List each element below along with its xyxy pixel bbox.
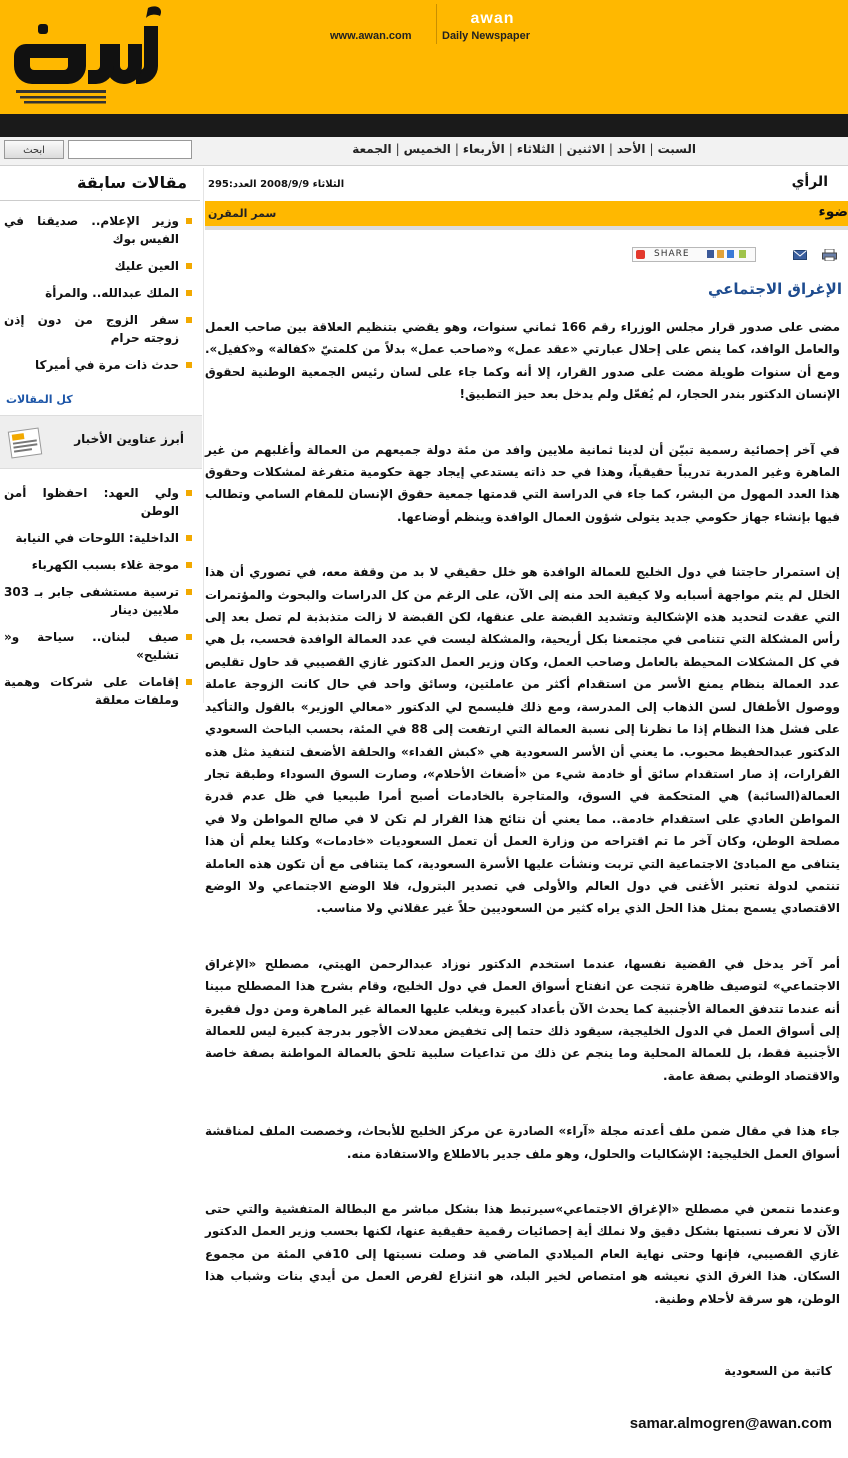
- digg-icon: [739, 250, 746, 258]
- previous-article-link[interactable]: [0, 311, 196, 347]
- day-navigation-bar: [0, 137, 848, 166]
- share-button[interactable]: [632, 247, 756, 262]
- bullet-icon: [186, 290, 192, 296]
- article-paragraph: إن استمرار حاجتنا في دول الخليج للعمالة الوافدة هو خلل حقيقي لا بد من وقفة معه، في تصوري أن هذا الخلل لم يتم مواجهة أسبابه ولا كيفية الحد منه إلى الآن، على الرغم من كل الدراسات والبحوث والمؤتمرات التي عقدت لتحديد هذه الإشكالية وتشديد القبضة على عنقها، لكن القبضة لا زالت متذبذبة لم تصل بعد إلى رأس المشكلة التي تتنامى في مجتمعنا بكل أريحية، والمشكلة ليست في عدد العمالة الوافدة فحسب، بل هي في كل المشكلات المحيطة بالعامل وصاحب العمل، وكان وزير العمل الدكتور غازي القصيبي قد حاول تقليص عدد العمالة بنظام يمنع الأسر من استقدام أكثر من عاملتين، وسائق واحد في حال كانت الزوجة عاملة ووصول الأطفال لسن الذهاب إلى المدرسة، ومع ذلك فليسمح لي الدكتور «معالي الوزير» بالقول والتأكيد على فشل هذا النظام إذا ما نظرنا إلى نسبة العمالة التي ارتفعت إلى 88 في المئة، بحسب الباحث السعودي الدكتور عبدالحفيظ محبوب. ما يعني أن الأسر السعودية هي «كبش الفداء» والحلقة الأضعف لتنفيذ مثل هذه القرارات، إذ صار استقدام سائق أو خادمة شيء من «أضغاث الأحلام»، وصارت السوق السوداء وطبقة تجار العمالة(السائبة) هي المتحكمة في السوق، والمتاجرة بالخادمات أصبح أمرا طبيعيا في ظل عدم قدرة المواطن العادي على استقدام خادمة.. مما يعني أن نتائج هذا القرار لم تكن لا في صالح المواطن ولا في مصلحة الوطن، وكان آخر ما تم اقتراحه من وزارة العمل أن تعمل السعوديات «خادمات» وكلنا يعلم أن هذا يتنافى مع المبادئ الاجتماعية التي تربت ونشأت عليها الأسرة السعودية، كما يتنافى مع أن تكون هذه العاملة تنتمي لدولة تعتبر الأغنى في دول العالم والأولى في تصدير البترول، فلا الوضع الاجتماعي ولا الوضع الاقتصادي يسمح بمثل هذا الحل الذي يراه كثير من السعوديين حلاً غير عقلاني ولا مناسب.: [205, 565, 840, 916]
- site-url[interactable]: www.awan.com: [330, 30, 412, 42]
- bookmark-icon: [717, 250, 724, 258]
- headline-text: الداخلية: اللوحات في النيابة: [15, 531, 179, 545]
- all-articles-link[interactable]: كل المقالات: [6, 393, 73, 406]
- headline-text: ترسية مستشفى جابر بـ 303 ملايين دينار: [4, 585, 179, 617]
- bullet-icon: [186, 535, 192, 541]
- print-icon[interactable]: [822, 249, 837, 261]
- headline-link[interactable]: [0, 556, 196, 574]
- author-email[interactable]: samar.almogren@awan.com: [629, 1415, 832, 1432]
- day-link-tuesday[interactable]: الثلاثاء: [516, 142, 555, 156]
- headline-link[interactable]: [0, 673, 196, 709]
- facebook-icon: [707, 250, 714, 258]
- article-title: الإغراق الاجتماعي: [707, 280, 842, 298]
- email-icon[interactable]: [793, 250, 807, 260]
- article-paragraph: أمر آخر يدخل في القضية نفسها، عندما استخدم الدكتور نوزاد عبدالرحمن الهيتي، مصطلح «الإغراق الاجتماعي» لتوصيف ظاهرة تنجت عن انفتاح أسواق العمل في دول الخليج، وقام بشرح هذا المصطلح مبينا أنه عندما تتدفق العمالة الأجنبية كما يحدث الآن بأعداد كبيرة ويغلب عليها العمالة غير الماهرة ومن دول فقيرة إلى أسواق العمل في الدول الخليجية، سيقود ذلك حتما إلى تخفيض معدلات الأجور بدرجة كبيرة ليس للعمالة الأجنبية فقط، بل للعمالة المحلية وما ينجم عن ذلك من تداعيات سلبية تلحق بالعمالة المواطنة بصفة خاصة والاقتصاد الوطني بصفة عامة.: [205, 956, 840, 1083]
- day-link-friday[interactable]: الجمعة: [352, 142, 392, 156]
- day-separator: |: [395, 142, 400, 156]
- bullet-icon: [186, 679, 192, 685]
- bullet-icon: [186, 317, 192, 323]
- day-separator: |: [608, 142, 613, 156]
- header-black-band: [0, 114, 848, 137]
- article-meta-row: [205, 168, 848, 190]
- date-issue: الثلاثاء 2008/9/9 العدد:295: [208, 179, 345, 190]
- headline-text: ولي العهد: احفظوا أمن الوطن: [4, 486, 179, 518]
- day-separator: |: [454, 142, 459, 156]
- article-paragraph: مضى على صدور قرار مجلس الوزراء رقم 166 ثماني سنوات، وهو يقضي بتنظيم العلاقة بين صاحب العمل والعامل الوافد، كما ينص على إحلال عبارتي «عقد عمل» و«صاحب عمل» بدلاً من كلمتيّ «كفالة» و«كفيل». ومع أن سنوات طويلة مضت على صدور القرار، إلا أنه وكما جاء على لسان رئيس الجمعية الوطنية لحقوق الإنسان الدكتور بندر الحجار، لم يُفعّل ولم يدخل بعد حيز التطبيق!: [205, 320, 841, 402]
- previous-article-title: الملك عبدالله.. والمرأة: [45, 286, 179, 300]
- previous-article-title: وزير الإعلام.. صديقنا في الفيس بوك: [4, 214, 179, 246]
- day-links: [348, 142, 700, 156]
- newspaper-icon: [6, 424, 44, 460]
- day-link-wednesday[interactable]: الأربعاء: [462, 142, 505, 156]
- headlines-list: [0, 484, 196, 718]
- day-link-thursday[interactable]: الخميس: [403, 142, 451, 156]
- previous-article-title: سفر الزوج من دون إذن زوجته حرام: [4, 313, 179, 345]
- delicious-icon: [727, 250, 734, 258]
- author-signature: كاتبة من السعودية: [724, 1364, 832, 1378]
- search-button[interactable]: ابحث: [4, 140, 64, 159]
- site-header: [0, 0, 848, 114]
- bullet-icon: [186, 562, 192, 568]
- headline-link[interactable]: [0, 484, 196, 520]
- column-divider: [205, 226, 848, 230]
- awan-logo[interactable]: [10, 4, 175, 108]
- article-body: [205, 316, 840, 1343]
- bullet-icon: [186, 362, 192, 368]
- day-separator: |: [558, 142, 563, 156]
- author-name[interactable]: سمر المقرن: [208, 207, 277, 220]
- headline-link[interactable]: [0, 583, 196, 619]
- headlines-strip-label: أبرز عناوين الأخبار: [74, 432, 184, 446]
- day-link-sunday[interactable]: الأحد: [616, 142, 646, 156]
- article-paragraph: جاء هذا في مقال ضمن ملف أعدته مجلة «آراء» الصادرة عن مركز الخليج للأبحاث، وخصصت الملف لمناقشة أسواق العمل الخليجية: الإشكاليات والحلول، وهو ملف جدير بالاطلاع والاستفادة منه.: [205, 1124, 840, 1161]
- headline-text: إقامات على شركات وهمية وملفات معلقة: [4, 675, 179, 707]
- previous-article-link[interactable]: [0, 356, 196, 374]
- day-link-saturday[interactable]: السبت: [657, 142, 696, 156]
- brand-name: awan: [470, 10, 515, 27]
- bullet-icon: [186, 589, 192, 595]
- bullet-icon: [186, 634, 192, 640]
- headline-text: صيف لبنان.. سياحة و« تشليح»: [4, 630, 179, 662]
- sidebar-divider: [0, 200, 200, 201]
- share-label: SHARE: [654, 249, 690, 259]
- bullet-icon: [186, 490, 192, 496]
- article-paragraph: وعندما نتمعن في مصطلح «الإغراق الاجتماعي»سيرتبط هذا بشكل مباشر مع البطالة المتفشية والتي حتى الآن لا نعرف نسبتها بشكل دقيق ولا نملك أية إحصائيات رقمية حقيقية عنها، لكنها بحسب وزير العمل الدكتور غازي القصيبي، فإنها وحتى نهاية العام الميلادي الماضي قد وصلت نسبتها إلى 10في المئة من مجموع السكان. هذا الغرق الذي نعيشه هو امتصاص لخير البلد، هو انتزاع لفرص العمل من أيدي بنات وشباب هذا الوطن، هو سرقة لأحلام وطنية.: [205, 1202, 840, 1306]
- previous-article-link[interactable]: [0, 257, 196, 275]
- previous-article-link[interactable]: [0, 284, 196, 302]
- share-plus-icon: [636, 250, 645, 259]
- day-separator: |: [649, 142, 654, 156]
- article: [205, 168, 848, 1458]
- headline-link[interactable]: [0, 529, 196, 547]
- brand-subtitle: Daily Newspaper: [442, 30, 531, 42]
- article-paragraph: في آخر إحصائية رسمية تبيّن أن لدينا ثمانية ملايين وافد من مئة دولة جميعهم من العمالة وأغلبهم من غير الماهرة وغير المدربة تدريباً حقيقياً، وهذا في حد ذاته يستدعي إيجاد جهة حكومية متفرغة لمشكلات وحقوق هذا العدد المهول من البشر، كما جاء في الدراسة التي قدمتها جمعية حقوق الإنسان للمقام السامي وتطالب فيها بإنشاء جهاز حكومي جديد يتولى شؤون العمال الوافدة وينظم أوضاعها.: [205, 442, 840, 524]
- previous-article-link[interactable]: [0, 212, 196, 248]
- previous-article-title: حدث ذات مرة في أميركا: [34, 358, 179, 372]
- sidebar-title: مقالات سابقة: [77, 173, 187, 192]
- column-bar: [205, 201, 848, 226]
- bullet-icon: [186, 218, 192, 224]
- section-label: الرأي: [791, 174, 828, 190]
- day-separator: |: [508, 142, 513, 156]
- headline-text: موجة غلاء بسبب الكهرباء: [31, 558, 179, 572]
- previous-article-title: العين عليك: [114, 259, 179, 273]
- headlines-strip: [0, 415, 202, 469]
- header-divider: [436, 4, 437, 44]
- previous-articles-list: [0, 212, 196, 383]
- headline-link[interactable]: [0, 628, 196, 664]
- search-input[interactable]: [68, 140, 192, 159]
- column-name: ضوء: [818, 204, 848, 220]
- day-link-monday[interactable]: الاثنين: [566, 142, 605, 156]
- sidebar: [0, 168, 204, 707]
- bullet-icon: [186, 263, 192, 269]
